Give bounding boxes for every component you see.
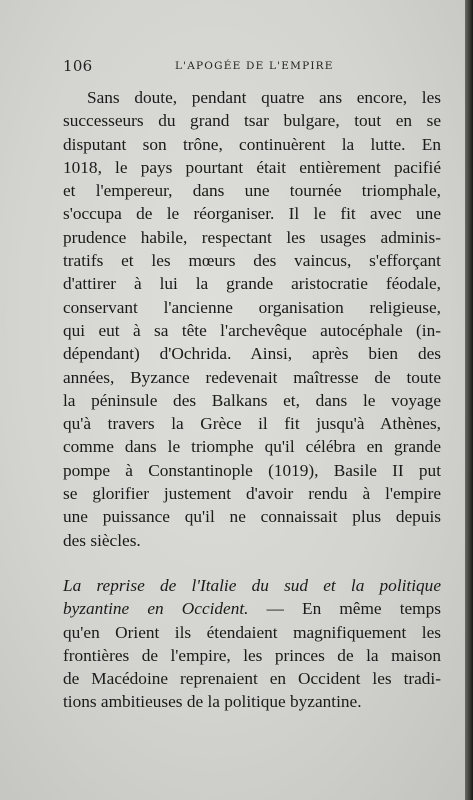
text-line: des siècles. [63, 530, 141, 550]
text-line: tratifs et les mœurs des vaincus, s'efforçant [63, 251, 441, 271]
section-heading-end: byzantine en Occident. [63, 599, 249, 619]
text-line: prudence habile, respectant les usages adminis- [63, 227, 441, 247]
text-line: dépendant) d'Ochrida. Ainsi, après bien des [63, 344, 441, 364]
body-text [63, 86, 441, 714]
text-line: se glorifier justement d'avoir rendu à l'empire [63, 484, 441, 504]
text-line: années, Byzance redevenait maîtresse de toute [63, 367, 441, 387]
text-line: successeurs du grand tsar bulgare, tout en se [63, 111, 441, 131]
text-line: qui eut à sa tête l'archevêque autocéphale (in- [63, 320, 441, 340]
text-line: et l'empereur, dans une tournée triomphale, [63, 181, 441, 201]
paragraph-1 [63, 86, 441, 552]
text-run: — En même temps [248, 599, 441, 619]
text-line: tions ambitieuses de la politique byzantine. [63, 692, 362, 712]
page-edge-shadow [465, 0, 473, 800]
section-heading-line: La reprise de l'Italie du sud et la politique [63, 575, 441, 595]
text-line: la péninsule des Balkans et, dans le voyage [63, 390, 441, 410]
text-line: qu'en Orient ils étendaient magnifiquement les [63, 622, 441, 642]
text-line: 1018, le pays pourtant était entièrement pacifié [63, 157, 441, 177]
text-line: Sans doute, pendant quatre ans encore, les [87, 88, 441, 107]
text-line: conservant l'ancienne organisation religieuse, [63, 297, 441, 317]
text-line: pompe à Constantinople (1019), Basile II put [63, 460, 441, 480]
text-line [63, 597, 441, 620]
text-line: d'attirer à lui la grande aristocratie féodale, [63, 274, 441, 294]
text-line: qu'à travers la Grèce il fit jusqu'à Athènes, [63, 414, 441, 434]
paragraph-2 [63, 574, 441, 714]
page-number: 106 [63, 57, 93, 75]
running-head: L'APOGÉE DE L'EMPIRE [175, 60, 334, 72]
text-line: frontières de l'empire, les princes de la maison [63, 645, 441, 665]
text-line: une puissance qu'il ne connaissait plus depuis [63, 507, 441, 527]
text-line: s'occupa de le réorganiser. Il le fit avec une [63, 204, 441, 224]
text-line: disputant son trône, continuèrent la lutte. En [63, 134, 441, 154]
paragraph-gap [63, 552, 441, 574]
page-header [63, 57, 458, 77]
text-line: de Macédoine reprenaient en Occident les tradi- [63, 669, 441, 689]
text-line: comme dans le triomphe qu'il célébra en grande [63, 437, 441, 457]
